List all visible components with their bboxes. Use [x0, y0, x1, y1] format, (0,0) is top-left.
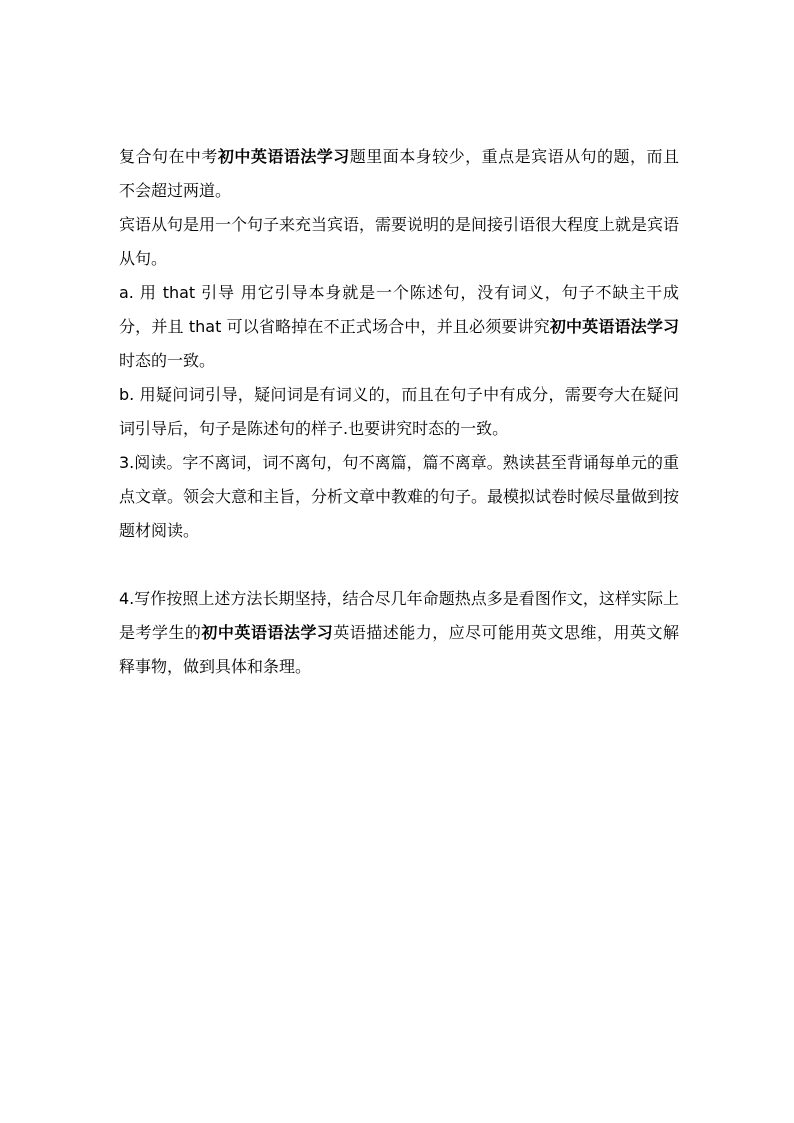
paragraph-question-word-clause — [119, 378, 679, 446]
paragraph-text: 复合句在中考 — [119, 147, 218, 166]
paragraph-reading — [119, 446, 679, 548]
paragraph-text: b. 用疑问词引导，疑问词是有词义的，而且在句子中有成分，需要夸大在疑问词引导后，句子是陈述句的样子.也要讲究时态的一致。 — [119, 385, 679, 438]
keyword-highlight: 初中英语语法学习 — [217, 147, 350, 166]
paragraph-text: 宾语从句是用一个句子来充当宾语，需要说明的是间接引语很大程度上就是宾语从句。 — [119, 215, 680, 268]
paragraph-object-clause — [119, 208, 679, 276]
paragraph-text: a. 用 that 引导 用它引导本身就是一个陈述句，没有词义，句子不缺主干成分，并且 that 可以省略掉在不正式场合中，并且必须要讲究 — [119, 283, 679, 336]
paragraph-text: 3.阅读。字不离词，词不离句，句不离篇，篇不离章。熟读甚至背诵每单元的重点文章。领会大意和主旨，分析文章中教难的句子。最模拟试卷时候尽量做到按题材阅读。 — [119, 453, 680, 540]
keyword-highlight: 初中英语语法学习 — [549, 317, 679, 336]
document-body — [119, 140, 679, 684]
paragraph-text: 时态的一致。 — [119, 351, 216, 370]
paragraph-that-clause — [119, 276, 679, 378]
paragraph-compound-sentences — [119, 140, 679, 208]
paragraph-writing — [119, 582, 679, 684]
paragraph-spacer — [119, 548, 679, 582]
paragraph-text: 题里面本身较少，重点是宾语从句的题，而且不会超过两道。 — [119, 147, 679, 200]
paragraph-text: 英语描述能力，应尽可能用英文思维，用英文解释事物，做到具体和条理。 — [119, 623, 679, 676]
paragraph-text: 4.写作按照上述方法长期坚持，结合尽几年命题热点多是看图作文，这样实际上是考学生的 — [119, 589, 679, 642]
keyword-highlight: 初中英语语法学习 — [201, 623, 334, 642]
